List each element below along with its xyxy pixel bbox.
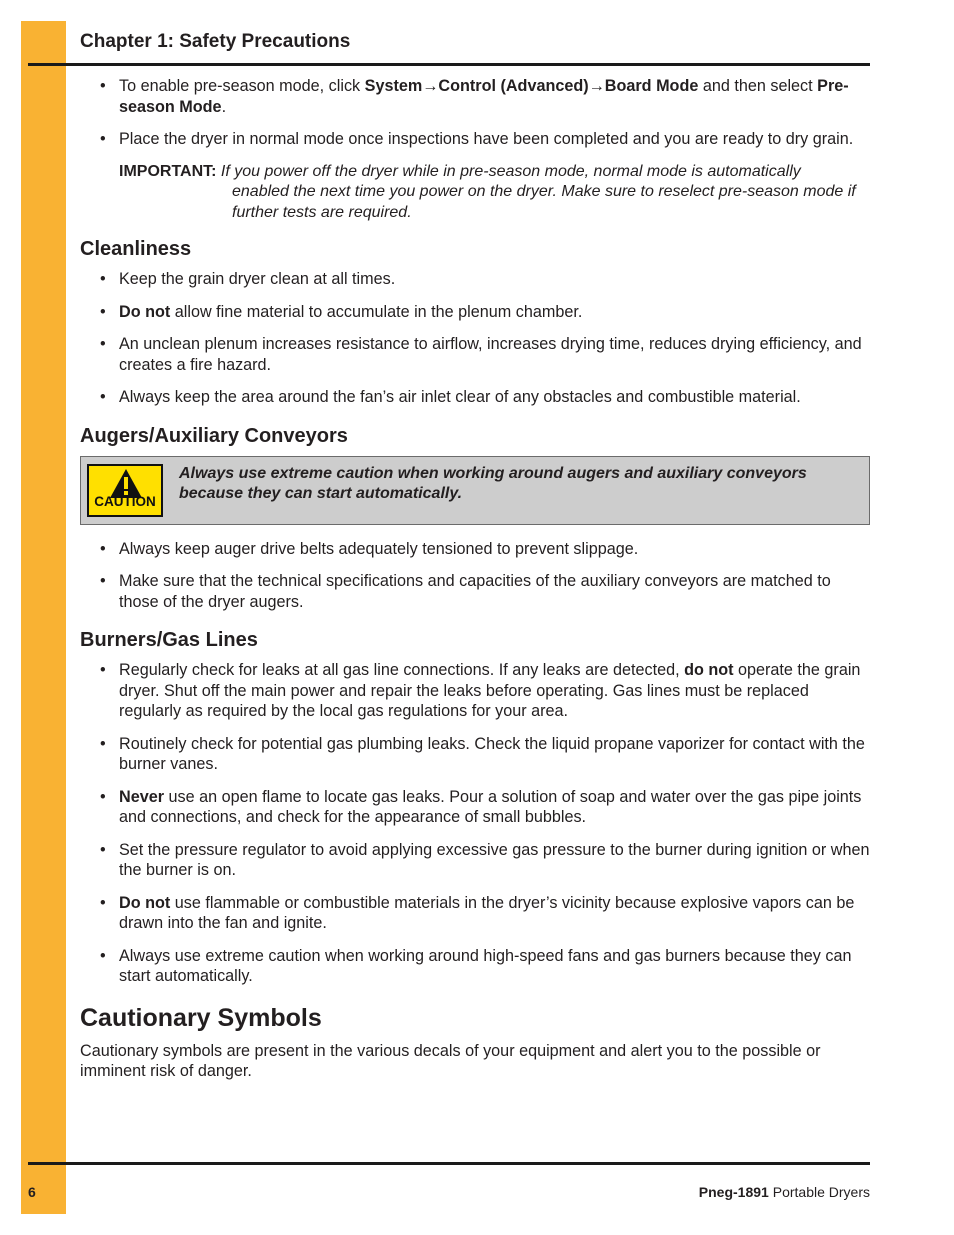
list-item — [80, 129, 870, 150]
list-item — [80, 660, 870, 722]
list-item — [80, 571, 870, 612]
bullet-text: Make sure that the technical specifications and capacities of the auxiliary conveyors are matched to those of the dryer augers. — [119, 572, 831, 611]
cautionary-symbols-heading: Cautionary Symbols — [80, 1003, 322, 1032]
bullet-text: Place the dryer in normal mode once inspections have been completed and you are ready to dry grain. — [119, 130, 854, 148]
chapter-title: Chapter 1: Safety Precautions — [80, 31, 351, 52]
bullet-emphasis: Do not — [119, 302, 171, 321]
list-item — [80, 387, 870, 408]
bullet-text: operate the grain dryer. Shut off the main power and repair the leaks before operating. Gas lines must be replaced regularly as required by the local gas regulations for your area. — [119, 661, 861, 720]
header-rule — [28, 63, 870, 66]
list-item — [80, 539, 870, 560]
bullet-text: Always keep auger drive belts adequately tensioned to prevent slippage. — [119, 539, 639, 558]
side-color-bar — [21, 21, 66, 1214]
bullet-text: use an open flame to locate gas leaks. Pour a solution of soap and water over the gas pipe joints and connections, and check for the appearance of small bubbles. — [119, 787, 862, 826]
important-label: IMPORTANT: — [119, 162, 217, 180]
list-item — [80, 840, 870, 881]
bullet-text: use flammable or combustible materials in the dryer’s vicinity because explosive vapors can be drawn into the fan and ignite. — [119, 893, 855, 932]
menu-path: System→Control (Advanced)→Board Mode — [364, 77, 699, 95]
important-text-cont: enabled the next time you power on the dryer. Make sure to reselect pre-season mode if further tests are required. — [232, 183, 856, 221]
bullet-text: To enable pre-season mode, click — [119, 77, 365, 95]
cleanliness-heading: Cleanliness — [80, 238, 192, 260]
bullet-text: Always use extreme caution when working around high-speed fans and gas burners because they can start automatically. — [119, 946, 852, 985]
caution-text: Always use extreme caution when working around augers and auxiliary conveyors because they can start automatically. — [179, 464, 807, 502]
caution-word: CAUTION — [94, 494, 156, 509]
mode-name: Pre-season Mode — [119, 77, 849, 116]
page-content — [80, 76, 870, 1082]
bullet-text: An unclean plenum increases resistance to airflow, increases drying time, reduces drying efficiency, and creates a fire hazard. — [119, 335, 862, 374]
document-id — [699, 1184, 870, 1200]
bullet-text: and then select — [698, 77, 818, 95]
caution-box — [80, 456, 870, 525]
bullet-text: Set the pressure regulator to avoid applying excessive gas pressure to the burner during ignition or when the burner is on. — [119, 840, 870, 879]
bullet-emphasis: Do not — [119, 893, 171, 912]
bullet-text: Routinely check for potential gas plumbing leaks. Check the liquid propane vaporizer for contact with the burner vanes. — [119, 734, 865, 773]
bullet-text: Always keep the area around the fan’s air inlet clear of any obstacles and combustible material. — [119, 388, 801, 406]
cautionary-body: Cautionary symbols are present in the various decals of your equipment and alert you to the possible or imminent risk of danger. — [80, 1041, 821, 1080]
burners-heading: Burners/Gas Lines — [80, 629, 258, 651]
bullet-text: Regularly check for leaks at all gas line connections. If any leaks are detected, — [119, 661, 685, 679]
important-note — [80, 162, 870, 224]
document-code: Pneg-1891 — [698, 1184, 769, 1200]
bullet-emphasis: do not — [684, 661, 734, 679]
important-text: If you power off the dryer while in pre-season mode, normal mode is automatically — [216, 162, 801, 180]
bullet-emphasis: Never — [119, 787, 164, 806]
bullet-text: Keep the grain dryer clean at all times. — [119, 270, 396, 288]
bullet-text: allow fine material to accumulate in the plenum chamber. — [170, 302, 583, 321]
preseason-list — [80, 76, 870, 150]
list-item — [80, 893, 870, 934]
list-item — [80, 946, 870, 987]
list-item — [80, 334, 870, 375]
list-item — [80, 787, 870, 828]
burners-list — [80, 660, 870, 987]
page-number: 6 — [28, 1184, 36, 1200]
list-item — [80, 76, 870, 117]
augers-heading: Augers/Auxiliary Conveyors — [80, 424, 348, 447]
list-item — [80, 302, 870, 323]
footer-rule — [28, 1162, 870, 1165]
bullet-text: . — [221, 97, 227, 116]
cleanliness-list — [80, 269, 870, 408]
augers-list — [80, 539, 870, 613]
document-title: Portable Dryers — [768, 1184, 870, 1200]
list-item — [80, 734, 870, 775]
list-item — [80, 269, 870, 290]
caution-label — [87, 464, 163, 517]
